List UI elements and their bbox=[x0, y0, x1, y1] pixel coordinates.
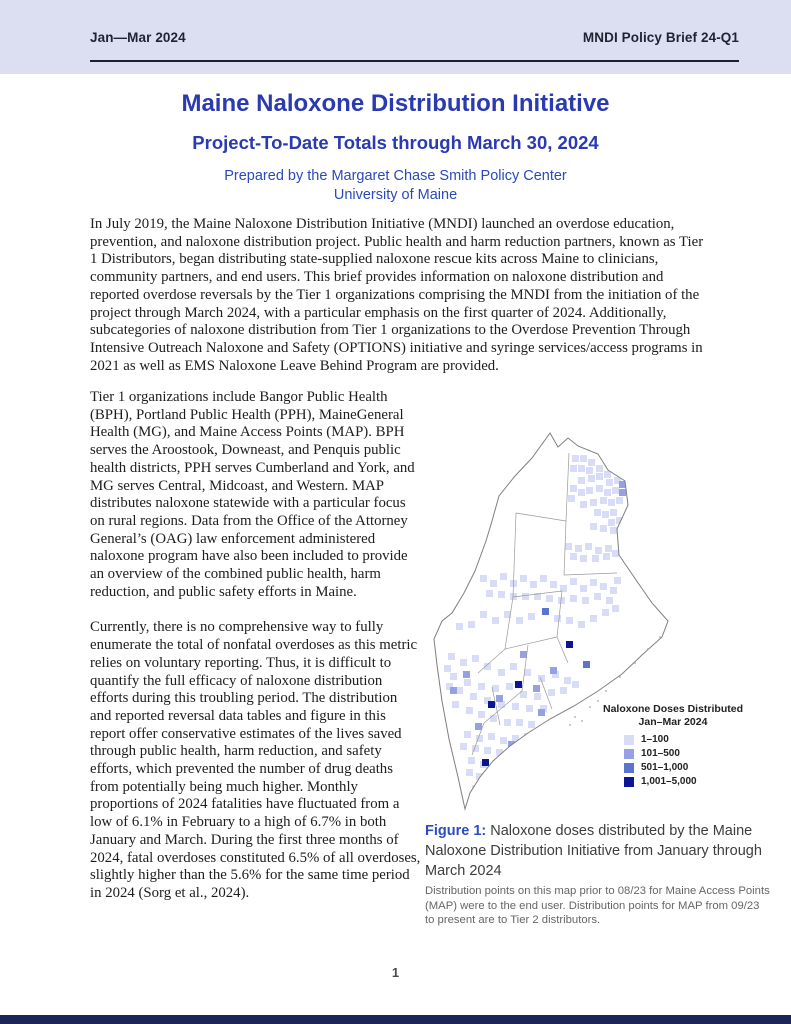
legend-item bbox=[624, 776, 758, 787]
legend-title bbox=[588, 703, 758, 729]
legend-swatch bbox=[624, 763, 634, 773]
figure-note: Distribution points on this map prior to 08/23 for Maine Access Points (MAP) were to the end user. Distribution points for MAP from 09/23 to present are to Tier 2 distributors. bbox=[425, 885, 770, 927]
legend-title-line1: Naloxone Doses Distributed bbox=[602, 703, 744, 715]
header-brief-id: MNDI Policy Brief 24-Q1 bbox=[582, 30, 739, 45]
legend-items bbox=[588, 734, 758, 787]
legend-swatch bbox=[624, 777, 634, 787]
page-number: 1 bbox=[391, 965, 400, 980]
page-title: Maine Naloxone Distribution Initiative bbox=[181, 90, 610, 117]
legend-swatch bbox=[624, 735, 634, 745]
figure-label: Figure 1: bbox=[425, 823, 487, 839]
intro-paragraph: In July 2019, the Maine Naloxone Distribution Initiative (MNDI) launched an overdose education, prevention, and naloxone distribution project. Public health and harm reduction partners, known as Tier 1 Distributors, began distributing state-supplied naloxone rescue kits across Maine to clinicians, community partners, and end users. This brief provides information on naloxone distribution and reported overdose reversals by the Tier 1 organizations comprising the MNDI from the initiation of the project through March 2024, with a particular emphasis on the first quarter of 2024. Additionally, subcategories of naloxone distribution from Tier 1 organizations to the Overdose Prevention Through Intensive Outreach Naloxone and Safety (OPTIONS) initiative and syringe services/access programs in 2021 as well as EMS Naloxone Leave Behind Program are provided. bbox=[90, 216, 704, 374]
header bbox=[90, 30, 739, 45]
figure-caption bbox=[425, 821, 771, 881]
left-column-paragraph-2: Currently, there is no comprehensive way to fully enumerate the total of nonfatal overdoses as this metric relies on voluntary reporting. Thus, it is difficult to quantify the full efficacy of naloxone distribution efforts during this troubling period. The distribution and reported reversal data tables and figure in this report offer conservative estimates of the lives saved through public health, harm reduction, and safety efforts, which prevented the number of drug deaths from potentially being much higher. Monthly proportions of 2024 fatalities have fluctuated from a low of 6.1% in February to a high of 6.7% in both January and March. During the first three months of 2024, fatal overdoses constituted 6.5% of all overdoses, slightly higher than the 5.6% for the same time period in 2024 (Sorg et al., 2024). bbox=[90, 619, 421, 901]
maine-map-figure bbox=[420, 425, 770, 815]
header-rule bbox=[90, 60, 739, 62]
header-issue: Jan—Mar 2024 bbox=[90, 30, 186, 45]
legend-label: 1,001–5,000 bbox=[641, 776, 697, 787]
legend-label: 101–500 bbox=[641, 748, 680, 759]
map-legend bbox=[588, 703, 758, 787]
header-band bbox=[0, 0, 791, 74]
page-subtitle: Project-To-Date Totals through March 30, 2024 bbox=[192, 132, 599, 153]
byline-line2: University of Maine bbox=[333, 187, 458, 203]
legend-item bbox=[624, 762, 758, 773]
legend-label: 1–100 bbox=[641, 734, 669, 745]
legend-item bbox=[624, 734, 758, 745]
byline-line1: Prepared by the Margaret Chase Smith Policy Center bbox=[224, 168, 567, 184]
left-column-paragraph-1: Tier 1 organizations include Bangor Public Health (BPH), Portland Public Health (PPH), MaineGeneral Health (MG), and Maine Access Points (MAP). BPH serves the Aroostook, Downeast, and Penquis public health districts, PPH serves Cumberland and York, and MG serves Central, Midcoast, and Western. MAP distributes naloxone statewide with a particular focus on rural regions. Data from the Office of the Attorney General’s (OAG) law enforcement administered naloxone program have also been included to provide an overview of the combined public health, harm reduction, and public safety efforts in Maine. bbox=[90, 389, 415, 600]
legend-label: 501–1,000 bbox=[641, 762, 689, 773]
legend-item bbox=[624, 748, 758, 759]
figure-caption-text: Naloxone doses distributed by the Maine Naloxone Distribution Initiative from January through March 2024 bbox=[425, 823, 762, 879]
footer-bar bbox=[0, 1015, 791, 1024]
legend-title-line2: Jan–Mar 2024 bbox=[638, 716, 708, 728]
left-column bbox=[90, 389, 422, 903]
legend-swatch bbox=[624, 749, 634, 759]
byline bbox=[0, 167, 791, 205]
